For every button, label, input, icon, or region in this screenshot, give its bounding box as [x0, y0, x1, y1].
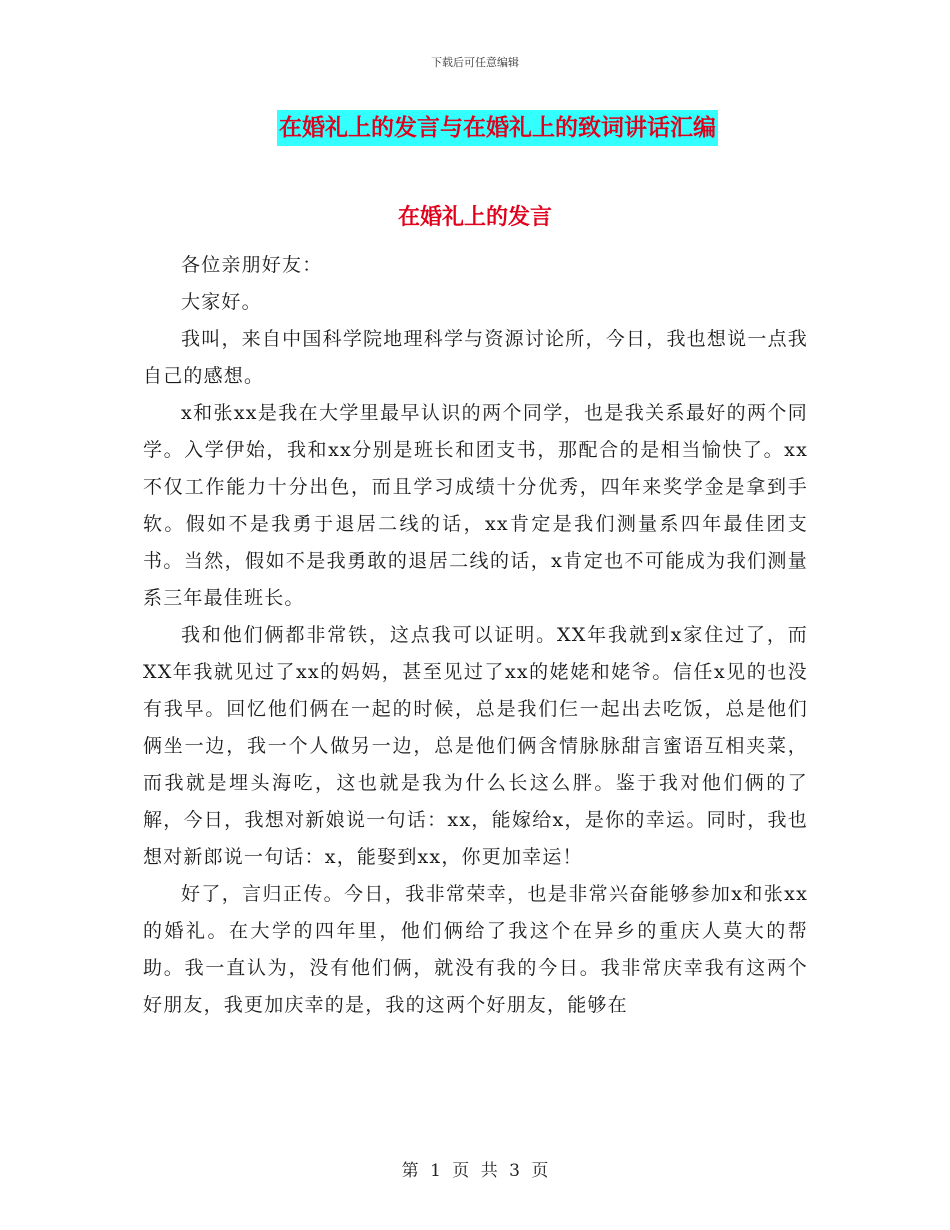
paragraph: 我和他们俩都非常铁，这点我可以证明。XX年我就到x家住过了，而XX年我就见过了xx的妈妈，甚至见过了xx的姥姥和姥爷。信任x见的也没有我早。回忆他们俩在一起的时候，总是我们仨一起出去吃饭，总是他们俩坐一边，我一个人做另一边，总是他们俩含情脉脉甜言蜜语互相夹菜，而我就是埋头海吃，这也就是我为什么长这么胖。鉴于我对他们俩的了解，今日，我想对新娘说一句话：xx，能嫁给x，是你的幸运。同时，我也想对新郎说一句话：x，能娶到xx，你更加幸运！ — [143, 624, 808, 868]
paragraph: 好了，言归正传。今日，我非常荣幸，也是非常兴奋能够参加x和张xx的婚礼。在大学的四年里，他们俩给了我这个在异乡的重庆人莫大的帮助。我一直认为，没有他们俩，就没有我的今日。我非常庆幸我有这两个好朋友，我更加庆幸的是，我的这两个好朋友，能够在 — [143, 883, 808, 1016]
document-title: 在婚礼上的发言与在婚礼上的致词讲话汇编 — [277, 110, 718, 146]
paragraph: 我叫，来自中国科学院地理科学与资源讨论所，今日，我也想说一点我自己的感想。 — [143, 328, 808, 387]
body-text — [143, 247, 808, 1024]
section-title: 在婚礼上的发言 — [397, 205, 552, 230]
document-title-container — [0, 110, 950, 146]
header-note: 下载后可任意编辑 — [431, 56, 519, 69]
paragraph: x和张xx是我在大学里最早认识的两个同学，也是我关系最好的两个同学。入学伊始，我和xx分别是班长和团支书，那配合的是相当愉快了。xx不仅工作能力十分出色，而且学习成绩十分优秀，四年来奖学金是拿到手软。假如不是我勇于退居二线的话，xx肯定是我们测量系四年最佳团支书。当然，假如不是我勇敢的退居二线的话，x肯定也不可能成为我们测量系三年最佳班长。 — [143, 402, 808, 609]
page-number: 第 1 页 共 3 页 — [401, 1161, 549, 1181]
paragraph-greeting: 大家好。 — [181, 291, 262, 313]
paragraph-salutation: 各位亲朋好友： — [181, 254, 323, 276]
